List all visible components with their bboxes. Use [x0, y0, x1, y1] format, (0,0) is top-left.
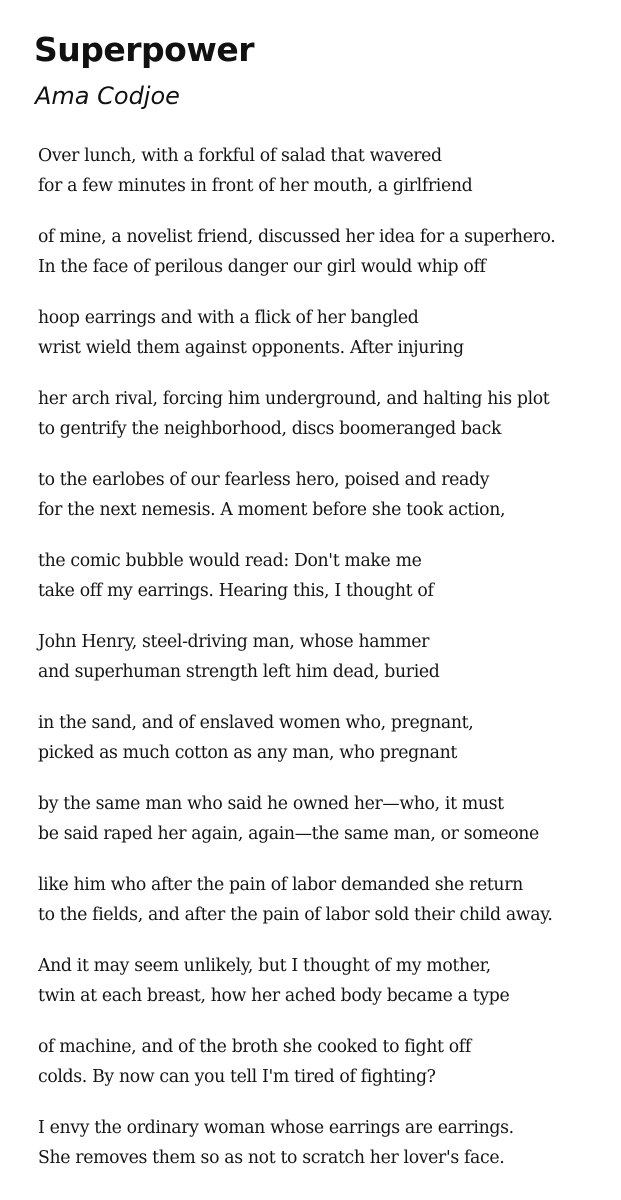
poem-line: hoop earrings and with a flick of her bangled [38, 308, 419, 328]
poem-line: of machine, and of the broth she cooked to fight off [38, 1037, 471, 1057]
stanza-9 [38, 789, 598, 849]
poem-line: In the face of perilous danger our girl would whip off [38, 257, 486, 277]
poem-line: colds. By now can you tell I'm tired of fighting? [38, 1067, 436, 1087]
stanza-10 [38, 870, 598, 930]
poem-line: John Henry, steel-driving man, whose hammer [38, 632, 430, 652]
poem-line: wrist wield them against opponents. After injuring [38, 338, 464, 358]
stanza-11 [38, 951, 598, 1011]
stanza-13 [38, 1113, 598, 1173]
poem-line: the comic bubble would read: Don't make me [38, 551, 422, 571]
stanza-12 [38, 1032, 598, 1092]
poem-line: her arch rival, forcing him underground, and halting his plot [38, 389, 550, 409]
poem-title: Superpower [34, 30, 254, 69]
poem-line: take off my earrings. Hearing this, I thought of [38, 581, 434, 601]
poem-line: of mine, a novelist friend, discussed her idea for a superhero. [38, 227, 556, 247]
poem-line: be said raped her again, again—the same man, or someone [38, 824, 539, 844]
poem-line: to gentrify the neighborhood, discs boomeranged back [38, 419, 502, 439]
stanza-2 [38, 222, 598, 282]
poem-line: twin at each breast, how her ached body became a type [38, 986, 510, 1006]
poem-author: Ama Codjoe [35, 82, 180, 110]
poem-line: for a few minutes in front of her mouth, a girlfriend [38, 176, 473, 196]
poem-line: like him who after the pain of labor demanded she return [38, 875, 523, 895]
poem-body [38, 141, 598, 1194]
poem-line: by the same man who said he owned her—who, it must [38, 794, 504, 814]
poem-line: for the next nemesis. A moment before she took action, [38, 500, 506, 520]
poem-line: And it may seem unlikely, but I thought of my mother, [38, 956, 491, 976]
poem-line: to the earlobes of our fearless hero, poised and ready [38, 470, 490, 490]
stanza-6 [38, 546, 598, 606]
stanza-5 [38, 465, 598, 525]
stanza-4 [38, 384, 598, 444]
poem-line: to the fields, and after the pain of labor sold their child away. [38, 905, 553, 925]
stanza-7 [38, 627, 598, 687]
poem-line: I envy the ordinary woman whose earrings are earrings. [38, 1118, 514, 1138]
stanza-8 [38, 708, 598, 768]
poem-line: and superhuman strength left him dead, buried [38, 662, 440, 682]
stanza-1 [38, 141, 598, 201]
stanza-3 [38, 303, 598, 363]
poem-line: She removes them so as not to scratch her lover's face. [38, 1148, 505, 1168]
poem-line: Over lunch, with a forkful of salad that wavered [38, 146, 442, 166]
poem-line: in the sand, and of enslaved women who, pregnant, [38, 713, 474, 733]
poem-line: picked as much cotton as any man, who pregnant [38, 743, 458, 763]
